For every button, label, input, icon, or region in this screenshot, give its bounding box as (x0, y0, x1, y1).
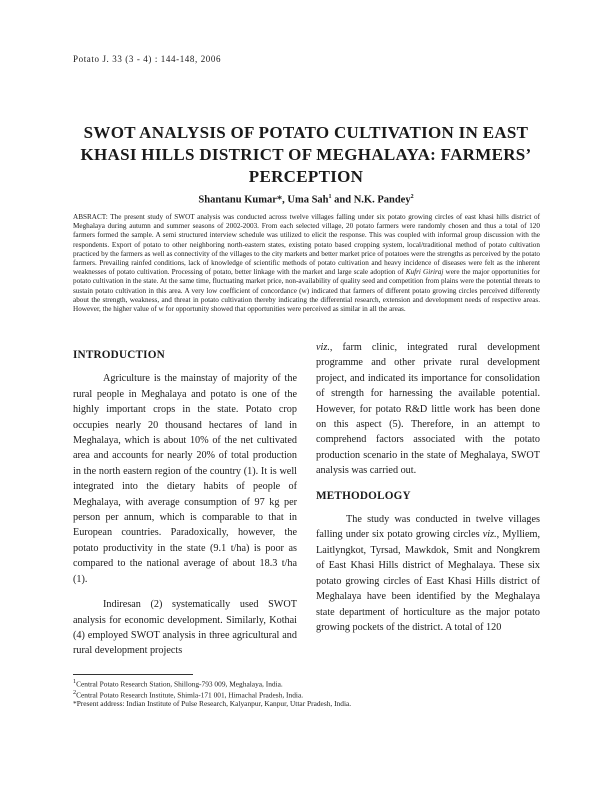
left-column (73, 342, 297, 659)
methodology-text-1: The study was conducted in twelve villages falling under six potato growing circles (316, 514, 540, 541)
intro-continuation-text: , farm clinic, integrated rural development programme and other private rural development project, and indicated its importance for consolidation of strength for harnessing the available potential. However, for potato R&D little work has been done on this aspect (5). Therefore, in an attempt to comprehend factors associated with the potato production scenario in the state of Meghalaya, SWOT analysis was carried out. (316, 342, 540, 477)
author-1: Shantanu Kumar*, (198, 194, 285, 206)
abstract-text-2: were the major opportunities for potato cultivation in the state. At the same time, fluctuating market price, non-availability of quality seed and competition from plains were the potential threats to sustain potato cultivation in this area. A very low coefficient of concordance (w) indicated that farmers of different potato growing circles perceived differently about the strength, weakness, and threat in potato cultivation thereby indicating the differential research, extension and development needs of respective areas. However, the higher value of w for opportunity showed that opportunities were perceived as similar in all the areas. (73, 268, 540, 314)
right-column (316, 340, 540, 635)
intro-viz: viz. (316, 342, 330, 353)
author-3-affiliation: 2 (410, 194, 414, 200)
methodology-paragraph-1 (316, 512, 540, 635)
footnote-divider (73, 674, 193, 675)
methodology-heading: METHODOLOGY (316, 489, 411, 502)
footnote-1-mark: 1 (73, 679, 77, 685)
methodology-viz: viz. (482, 529, 497, 541)
footnote-1-text: Central Potato Research Station, Shillong-793 009, Meghalaya, India. (76, 679, 283, 689)
abstract (73, 213, 540, 314)
journal-citation: Potato J. 33 (3 - 4) : 144-148, 2006 (73, 54, 222, 64)
author-list (60, 194, 552, 206)
intro-continuation (316, 340, 540, 479)
footnote-2-text: Central Potato Research Institute, Shimla-171 001, Himachal Pradesh, India. (76, 690, 304, 700)
footnote-2-mark: 2 (73, 690, 77, 696)
abstract-variety-name: Kufri Giriraj (405, 268, 444, 277)
introduction-heading: INTRODUCTION (73, 349, 165, 361)
methodology-text-2: , Mylliem, Laitlyngkot, Tyrsad, Mawkdok, Smit and Nongkrem of East Khasi Hills district of Meghalaya. These six potato growing circles of East Khasi Hills district of Meghalaya have been identified by the Meghalaya state department of horticulture as the major potato growing pockets of the district. A total of 120 (316, 529, 541, 633)
intro-paragraph-2: Indiresan (2) systematically used SWOT analysis for economic development. Similarly, Kothai (4) employed SWOT analysis in three agricultural and rural development projects (73, 599, 297, 657)
abstract-text-1: ABSRACT: The present study of SWOT analysis was conducted across twelve villages falling under six potato growing circles of east khasi hills district of Meghalaya during autumn and summer seasons of 2002-2003. From each selected village, 20 potato farmers were randomly chosen and thus a total of 120 farmers formed the sample. A semi structured interview schedule was utilized to elicit the response. This was coupled with informal group discussion with the respondents. Export of potato to other neighboring north-eastern states, existing potato based cropping system, local/traditional method of potato cultivation practiced by the farmers as well as connectivity of the villages to the city markets and better market price of potatoes were the strengths as perceived by the potato farmers. Prevailing rainfed conditions, lack of knowledge of scientific methods of potato cultivation and heavy incidence of diseases were felt as the inherent weaknesses of potato cultivation. Processing of potato, better linkage with the market and large scale adoption of (73, 213, 541, 277)
intro-paragraph-1: Agriculture is the mainstay of majority of the rural people in Meghalaya and potato is one of the highly important crops in the state. Potato crop occupies nearly 20 thousand hectares of land in Meghalaya, which is about 10% of the net cultivated area and accounts for nearly 20% of total production in the north eastern region of the country (1). It is well integrated into the dietary habits of people of Meghalaya, with average consumption of 97 kg per person per annum, which is comparable to that in European countries. Paradoxically, however, the potato productivity in the state (9.1 t/ha) is poor as compared to the national average of about 18.3 t/ha (1). (73, 373, 297, 585)
author-2-affiliation: 1 (328, 194, 332, 200)
paper-title: SWOT ANALYSIS OF POTATO CULTIVATION IN EAST KHASI HILLS DISTRICT OF MEGHALAYA: FARMERS’ PERCEPTION (80, 123, 532, 186)
author-3: and N.K. Pandey (334, 194, 411, 206)
author-2: Uma Sah (287, 194, 329, 206)
footnote-3: *Present address: Indian Institute of Pulse Research, Kalyanpur, Kanpur, Uttar Pradesh, India. (73, 699, 352, 708)
